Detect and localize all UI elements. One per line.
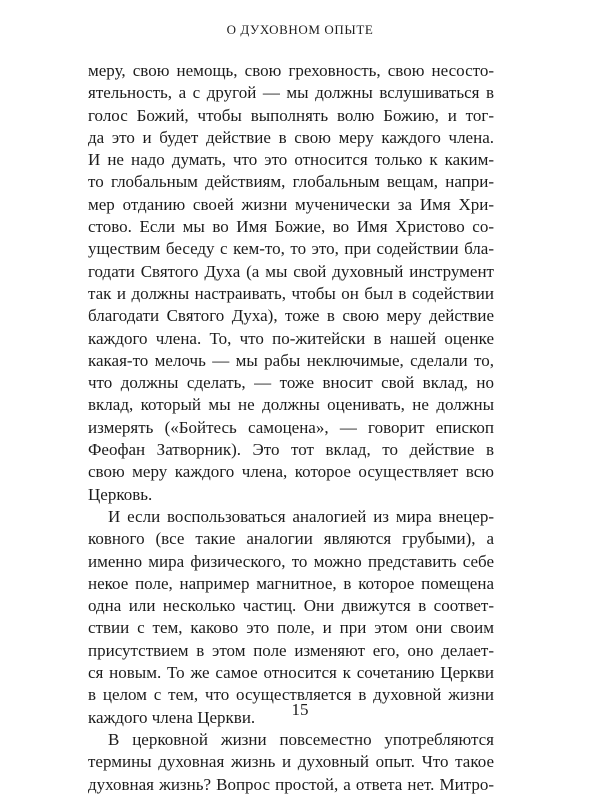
body-text xyxy=(88,60,494,796)
text-line: в целом с тем, что осуществляется в духовной жизни xyxy=(88,685,494,705)
text-line: какая-то мелочь — мы рабы неключимые, сделали то, xyxy=(88,350,494,370)
text-line: так и должны настраивать, чтобы он был в содействии xyxy=(88,283,494,303)
text-line: термины духовная жизнь и духовный опыт. Что такое xyxy=(88,752,494,772)
text-line: духовная жизнь? Вопрос простой, а ответа нет. Митро- xyxy=(88,774,494,794)
text-line: благодати Святого Духа), тоже в свою меру действие xyxy=(88,306,494,326)
text-line: ятельность, а с другой — мы должны вслушиваться в xyxy=(88,83,494,103)
text-line: Церковь. xyxy=(88,484,153,504)
text-line: да это и будет действие в свою меру каждого члена. xyxy=(88,127,494,147)
text-line: стово. Если мы во Имя Божие, во Имя Христово со- xyxy=(88,217,494,237)
text-line: меру, свою немощь, свою греховность, свою несосто- xyxy=(88,61,494,80)
text-line: то глобальным действиям, глобальным вещам, напри- xyxy=(88,172,494,192)
text-line: голос Божий, чтобы выполнять волю Божию, и тог- xyxy=(88,105,494,125)
text-line: И если воспользоваться аналогией из мира внецер- xyxy=(108,506,494,526)
text-line: мер отданию своей жизни мученически за Имя Хри- xyxy=(88,194,494,214)
text-line: годати Святого Духа (а мы свой духовный инструмент xyxy=(88,261,494,281)
text-line: Феофан Затворник). Это тот вклад, то действие в xyxy=(88,440,494,460)
text-line: свою меру каждого члена, которое осуществляет всю xyxy=(88,462,494,482)
running-head: О ДУХОВНОМ ОПЫТЕ xyxy=(226,22,374,37)
text-line: одна или несколько частиц. Они движутся в соответ- xyxy=(88,596,494,616)
text-line: каждого члена Церкви. xyxy=(88,707,256,727)
text-line: вклад, который мы не должны оценивать, не должны xyxy=(88,395,494,415)
text-line: В церковной жизни повсеместно употребляются xyxy=(108,729,494,749)
text-line: именно мира физического, то можно представить себе xyxy=(88,551,494,571)
text-line: что должны сделать, — тоже вносит свой вклад, но xyxy=(88,373,494,393)
text-line: каждого члена. То, что по-житейски в нашей оценке xyxy=(88,328,494,348)
text-line: И не надо думать, что это относится только к каким- xyxy=(88,150,494,170)
text-line: ствии с тем, каково это поле, и при этом они своим xyxy=(88,618,494,638)
text-line: измерять («Бойтесь самоцена», — говорит епископ xyxy=(88,417,494,437)
text-line: присутствием в этом поле изменяют его, оно делает- xyxy=(88,640,494,660)
text-line: ковного (все такие аналогии являются грубыми), а xyxy=(88,529,494,549)
text-line: уществим беседу с кем-то, то это, при содействии бла- xyxy=(88,239,494,259)
text-line: ся новым. То же самое относится к сочетанию Церкви xyxy=(88,663,494,683)
page-number: 15 xyxy=(291,700,309,719)
text-line: некое поле, например магнитное, в которое помещена xyxy=(88,573,494,593)
